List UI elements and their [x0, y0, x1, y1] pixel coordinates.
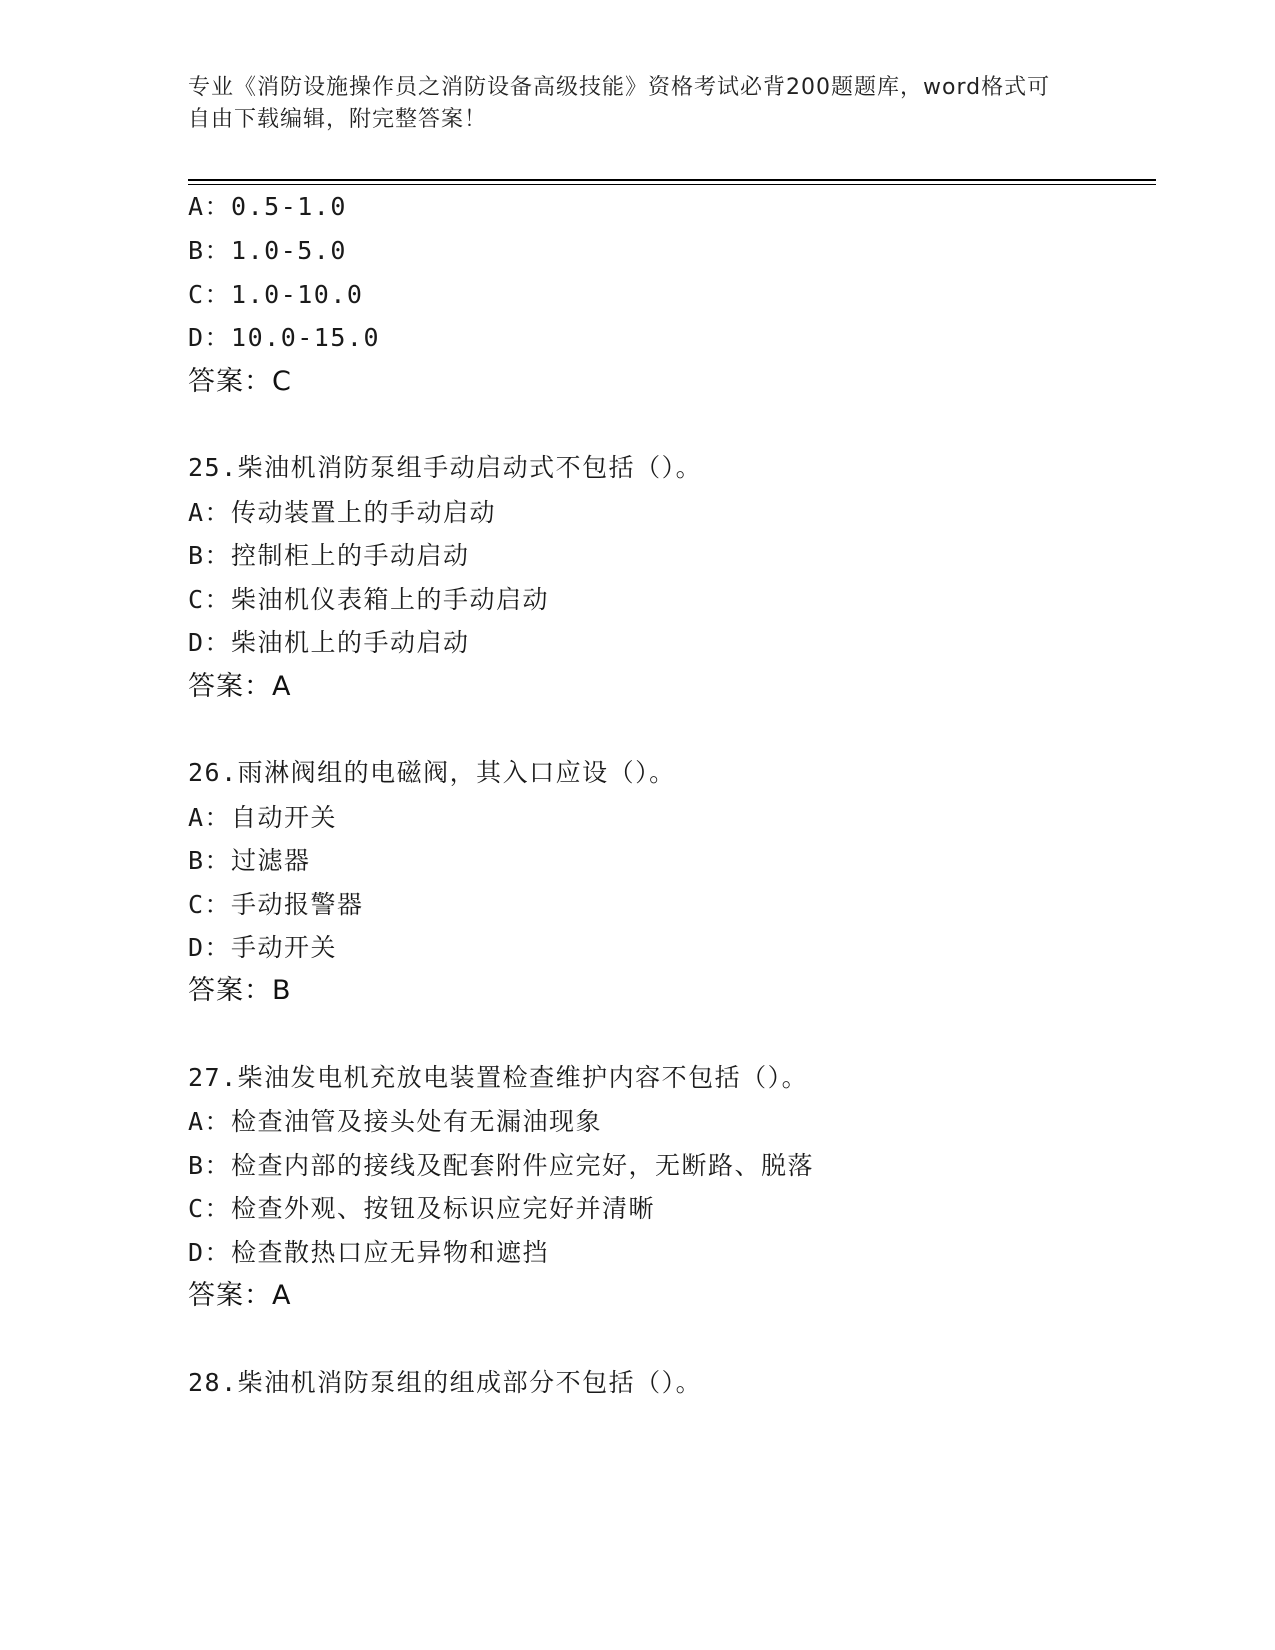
option-b: B：过滤器 — [188, 846, 311, 875]
question-stem: 26.雨淋阀组的电磁阀，其入口应设（）。 — [188, 758, 676, 787]
option-d: D：10.0-15.0 — [188, 323, 381, 352]
question-stem: 28.柴油机消防泵组的组成部分不包括（）。 — [188, 1368, 703, 1397]
option-a: A：0.5-1.0 — [188, 192, 347, 221]
option-c: C：柴油机仪表箱上的手动启动 — [188, 585, 550, 614]
answer: 答案：A — [188, 1280, 292, 1311]
option-a: A：传动装置上的手动启动 — [188, 498, 497, 527]
answer: 答案：C — [188, 366, 292, 397]
option-b: B：检查内部的接线及配套附件应完好，无断路、脱落 — [188, 1151, 815, 1180]
option-a: A：自动开关 — [188, 803, 338, 832]
option-b: B：控制柜上的手动启动 — [188, 541, 470, 570]
option-c: C：1.0-10.0 — [188, 280, 364, 309]
option-d: D：柴油机上的手动启动 — [188, 628, 470, 657]
header-rule-thick — [188, 179, 1156, 181]
document-header: 专业《消防设施操作员之消防设备高级技能》资格考试必背200题题库，word格式可自由下载编辑，附完整答案！ — [188, 75, 1051, 132]
question-stem: 27.柴油发电机充放电装置检查维护内容不包括（）。 — [188, 1063, 809, 1092]
header-rule-thin — [188, 184, 1156, 185]
option-c: C：手动报警器 — [188, 890, 364, 919]
question-stem: 25.柴油机消防泵组手动启动式不包括（）。 — [188, 453, 703, 482]
answer: 答案：B — [188, 975, 292, 1006]
answer: 答案：A — [188, 671, 292, 702]
option-c: C：检查外观、按钮及标识应完好并清晰 — [188, 1194, 656, 1223]
option-d: D：手动开关 — [188, 933, 338, 962]
option-d: D：检查散热口应无异物和遮挡 — [188, 1238, 550, 1267]
option-a: A：检查油管及接头处有无漏油现象 — [188, 1107, 603, 1136]
option-b: B：1.0-5.0 — [188, 236, 347, 265]
